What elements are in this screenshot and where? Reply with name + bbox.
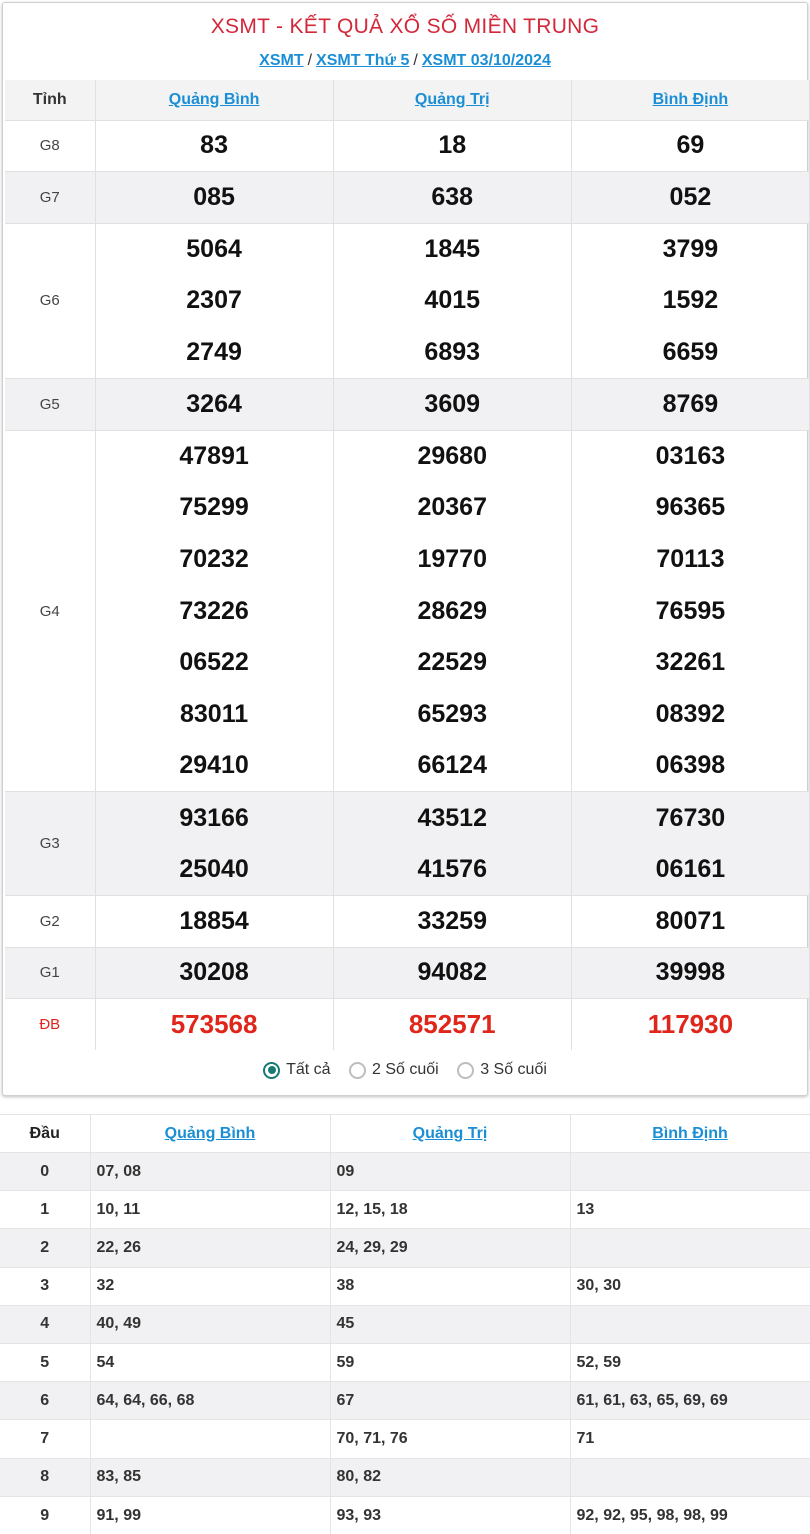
loto-province-link-binh-dinh[interactable]: Bình Định (652, 1124, 728, 1142)
results-header-row (5, 80, 810, 120)
prize-number: 117930 (571, 999, 809, 1051)
prize-number: 573568 (95, 999, 333, 1051)
breadcrumb-link-thu5[interactable]: XSMT Thứ 5 (316, 52, 410, 69)
prize-number: 22529 (333, 637, 571, 689)
filter-option-3-digits[interactable] (457, 1061, 547, 1079)
loto-values: 61, 61, 63, 65, 69, 69 (570, 1382, 810, 1420)
prize-number: 18854 (95, 895, 333, 947)
filter-label: Tất cả (286, 1061, 331, 1078)
prize-number: 2749 (95, 327, 333, 379)
loto-values: 07, 08 (90, 1153, 330, 1191)
loto-values (570, 1458, 810, 1496)
loto-values: 24, 29, 29 (330, 1229, 570, 1267)
prize-number: 69 (571, 120, 809, 172)
prize-number: 47891 (95, 430, 333, 482)
breadcrumb-link-date[interactable]: XSMT 03/10/2024 (421, 52, 551, 69)
loto-province-link-quang-tri[interactable]: Quảng Trị (412, 1124, 488, 1142)
province-link-binh-dinh[interactable]: Bình Định (652, 90, 729, 108)
prize-row (5, 327, 810, 379)
loto-row (0, 1191, 810, 1229)
results-table (5, 80, 810, 1050)
loto-values: 71 (570, 1420, 810, 1458)
prize-row (5, 999, 810, 1051)
prize-label: G3 (5, 792, 95, 895)
breadcrumb-separator: / (413, 52, 418, 69)
loto-values: 13 (570, 1191, 810, 1229)
loto-head-digit: 0 (0, 1153, 90, 1191)
filter-label: 3 Số cuối (480, 1061, 547, 1078)
loto-values: 67 (330, 1382, 570, 1420)
prize-number: 70113 (571, 534, 809, 586)
prize-number: 1845 (333, 223, 571, 275)
prize-number: 93166 (95, 792, 333, 844)
loto-values: 38 (330, 1267, 570, 1305)
prize-row (5, 689, 810, 741)
prize-number: 08392 (571, 689, 809, 741)
prize-number: 29410 (95, 740, 333, 792)
prize-number: 03163 (571, 430, 809, 482)
prize-number: 18 (333, 120, 571, 172)
loto-row (0, 1496, 810, 1534)
loto-values: 91, 99 (90, 1496, 330, 1534)
filter-label: 2 Số cuối (372, 1061, 439, 1078)
loto-values: 32 (90, 1267, 330, 1305)
prize-row (5, 895, 810, 947)
prize-number: 25040 (95, 844, 333, 896)
loto-head-digit: 4 (0, 1305, 90, 1343)
prize-row (5, 534, 810, 586)
prize-number: 30208 (95, 947, 333, 999)
prize-number: 085 (95, 172, 333, 224)
loto-col-province-3 (570, 1115, 810, 1153)
prize-number: 80071 (571, 895, 809, 947)
prize-label: G2 (5, 895, 95, 947)
results-body (5, 120, 810, 1050)
col-province-1 (95, 80, 333, 120)
results-card (2, 2, 808, 1096)
loto-values: 93, 93 (330, 1496, 570, 1534)
digit-filter (3, 1061, 807, 1084)
prize-number: 8769 (571, 378, 809, 430)
prize-row (5, 947, 810, 999)
prize-number: 75299 (95, 482, 333, 534)
province-link-quang-tri[interactable]: Quảng Trị (414, 90, 490, 108)
prize-label: G7 (5, 172, 95, 224)
prize-label: G4 (5, 430, 95, 792)
prize-number: 28629 (333, 585, 571, 637)
prize-number: 20367 (333, 482, 571, 534)
prize-number: 96365 (571, 482, 809, 534)
prize-number: 76595 (571, 585, 809, 637)
radio-selected-icon[interactable] (263, 1062, 280, 1079)
prize-number: 6893 (333, 327, 571, 379)
loto-head-digit: 8 (0, 1458, 90, 1496)
col-label-tinh: Tỉnh (5, 80, 95, 120)
prize-number: 33259 (333, 895, 571, 947)
loto-row (0, 1153, 810, 1191)
prize-number: 3799 (571, 223, 809, 275)
prize-number: 19770 (333, 534, 571, 586)
prize-number: 852571 (333, 999, 571, 1051)
prize-number: 65293 (333, 689, 571, 741)
radio-icon[interactable] (349, 1062, 366, 1079)
loto-values: 22, 26 (90, 1229, 330, 1267)
loto-values: 54 (90, 1343, 330, 1381)
radio-icon[interactable] (457, 1062, 474, 1079)
loto-head-digit: 6 (0, 1382, 90, 1420)
loto-head-digit: 1 (0, 1191, 90, 1229)
loto-values: 09 (330, 1153, 570, 1191)
loto-head-digit: 3 (0, 1267, 90, 1305)
loto-row (0, 1343, 810, 1381)
prize-number: 32261 (571, 637, 809, 689)
prize-number: 3609 (333, 378, 571, 430)
col-label-dau: Đầu (0, 1115, 90, 1153)
prize-number: 83 (95, 120, 333, 172)
loto-values (570, 1153, 810, 1191)
loto-values: 45 (330, 1305, 570, 1343)
breadcrumb (3, 52, 807, 70)
prize-number: 39998 (571, 947, 809, 999)
breadcrumb-link-xsmt[interactable]: XSMT (259, 52, 304, 69)
prize-row (5, 637, 810, 689)
prize-number: 052 (571, 172, 809, 224)
loto-values: 70, 71, 76 (330, 1420, 570, 1458)
prize-row (5, 482, 810, 534)
prize-number: 06522 (95, 637, 333, 689)
prize-row (5, 172, 810, 224)
col-province-3 (571, 80, 809, 120)
prize-row (5, 792, 810, 844)
prize-label: G6 (5, 223, 95, 378)
prize-number: 70232 (95, 534, 333, 586)
loto-values: 80, 82 (330, 1458, 570, 1496)
prize-number: 638 (333, 172, 571, 224)
prize-label: G5 (5, 378, 95, 430)
prize-row (5, 740, 810, 792)
loto-row (0, 1305, 810, 1343)
prize-number: 73226 (95, 585, 333, 637)
prize-number: 3264 (95, 378, 333, 430)
loto-head-digit: 7 (0, 1420, 90, 1458)
prize-number: 43512 (333, 792, 571, 844)
breadcrumb-separator: / (307, 52, 313, 69)
prize-number: 76730 (571, 792, 809, 844)
loto-values (90, 1420, 330, 1458)
loto-head-digit: 9 (0, 1496, 90, 1534)
prize-number: 83011 (95, 689, 333, 741)
prize-number: 66124 (333, 740, 571, 792)
prize-row (5, 275, 810, 327)
loto-values: 12, 15, 18 (330, 1191, 570, 1229)
loto-col-province-1 (90, 1115, 330, 1153)
loto-values: 92, 92, 95, 98, 98, 99 (570, 1496, 810, 1534)
prize-number: 41576 (333, 844, 571, 896)
prize-row (5, 844, 810, 896)
loto-values (570, 1305, 810, 1343)
loto-table (0, 1114, 810, 1534)
loto-row (0, 1420, 810, 1458)
loto-row (0, 1229, 810, 1267)
prize-row (5, 430, 810, 482)
prize-label: ĐB (5, 999, 95, 1051)
prize-number: 4015 (333, 275, 571, 327)
loto-header-row (0, 1115, 810, 1153)
loto-head-digit: 2 (0, 1229, 90, 1267)
loto-row (0, 1458, 810, 1496)
loto-row (0, 1382, 810, 1420)
prize-number: 94082 (333, 947, 571, 999)
loto-values: 30, 30 (570, 1267, 810, 1305)
loto-values (570, 1229, 810, 1267)
loto-values: 59 (330, 1343, 570, 1381)
prize-label: G1 (5, 947, 95, 999)
prize-number: 06161 (571, 844, 809, 896)
loto-body (0, 1153, 810, 1534)
filter-option-2-digits[interactable] (349, 1061, 439, 1079)
loto-head-digit: 5 (0, 1343, 90, 1381)
prize-number: 06398 (571, 740, 809, 792)
loto-province-link-quang-binh[interactable]: Quảng Bình (164, 1124, 256, 1142)
prize-row (5, 585, 810, 637)
prize-number: 2307 (95, 275, 333, 327)
loto-values: 64, 64, 66, 68 (90, 1382, 330, 1420)
loto-values: 52, 59 (570, 1343, 810, 1381)
loto-row (0, 1267, 810, 1305)
province-link-quang-binh[interactable]: Quảng Bình (168, 90, 260, 108)
page-title: XSMT - KẾT QUẢ XỔ SỐ MIỀN TRUNG (210, 15, 600, 38)
prize-number: 1592 (571, 275, 809, 327)
filter-option-all[interactable] (263, 1061, 330, 1079)
prize-label: G8 (5, 120, 95, 172)
prize-number: 6659 (571, 327, 809, 379)
prize-number: 29680 (333, 430, 571, 482)
loto-col-province-2 (330, 1115, 570, 1153)
prize-row (5, 378, 810, 430)
prize-number: 5064 (95, 223, 333, 275)
prize-row (5, 223, 810, 275)
loto-values: 40, 49 (90, 1305, 330, 1343)
col-province-2 (333, 80, 571, 120)
prize-row (5, 120, 810, 172)
loto-values: 10, 11 (90, 1191, 330, 1229)
loto-values: 83, 85 (90, 1458, 330, 1496)
